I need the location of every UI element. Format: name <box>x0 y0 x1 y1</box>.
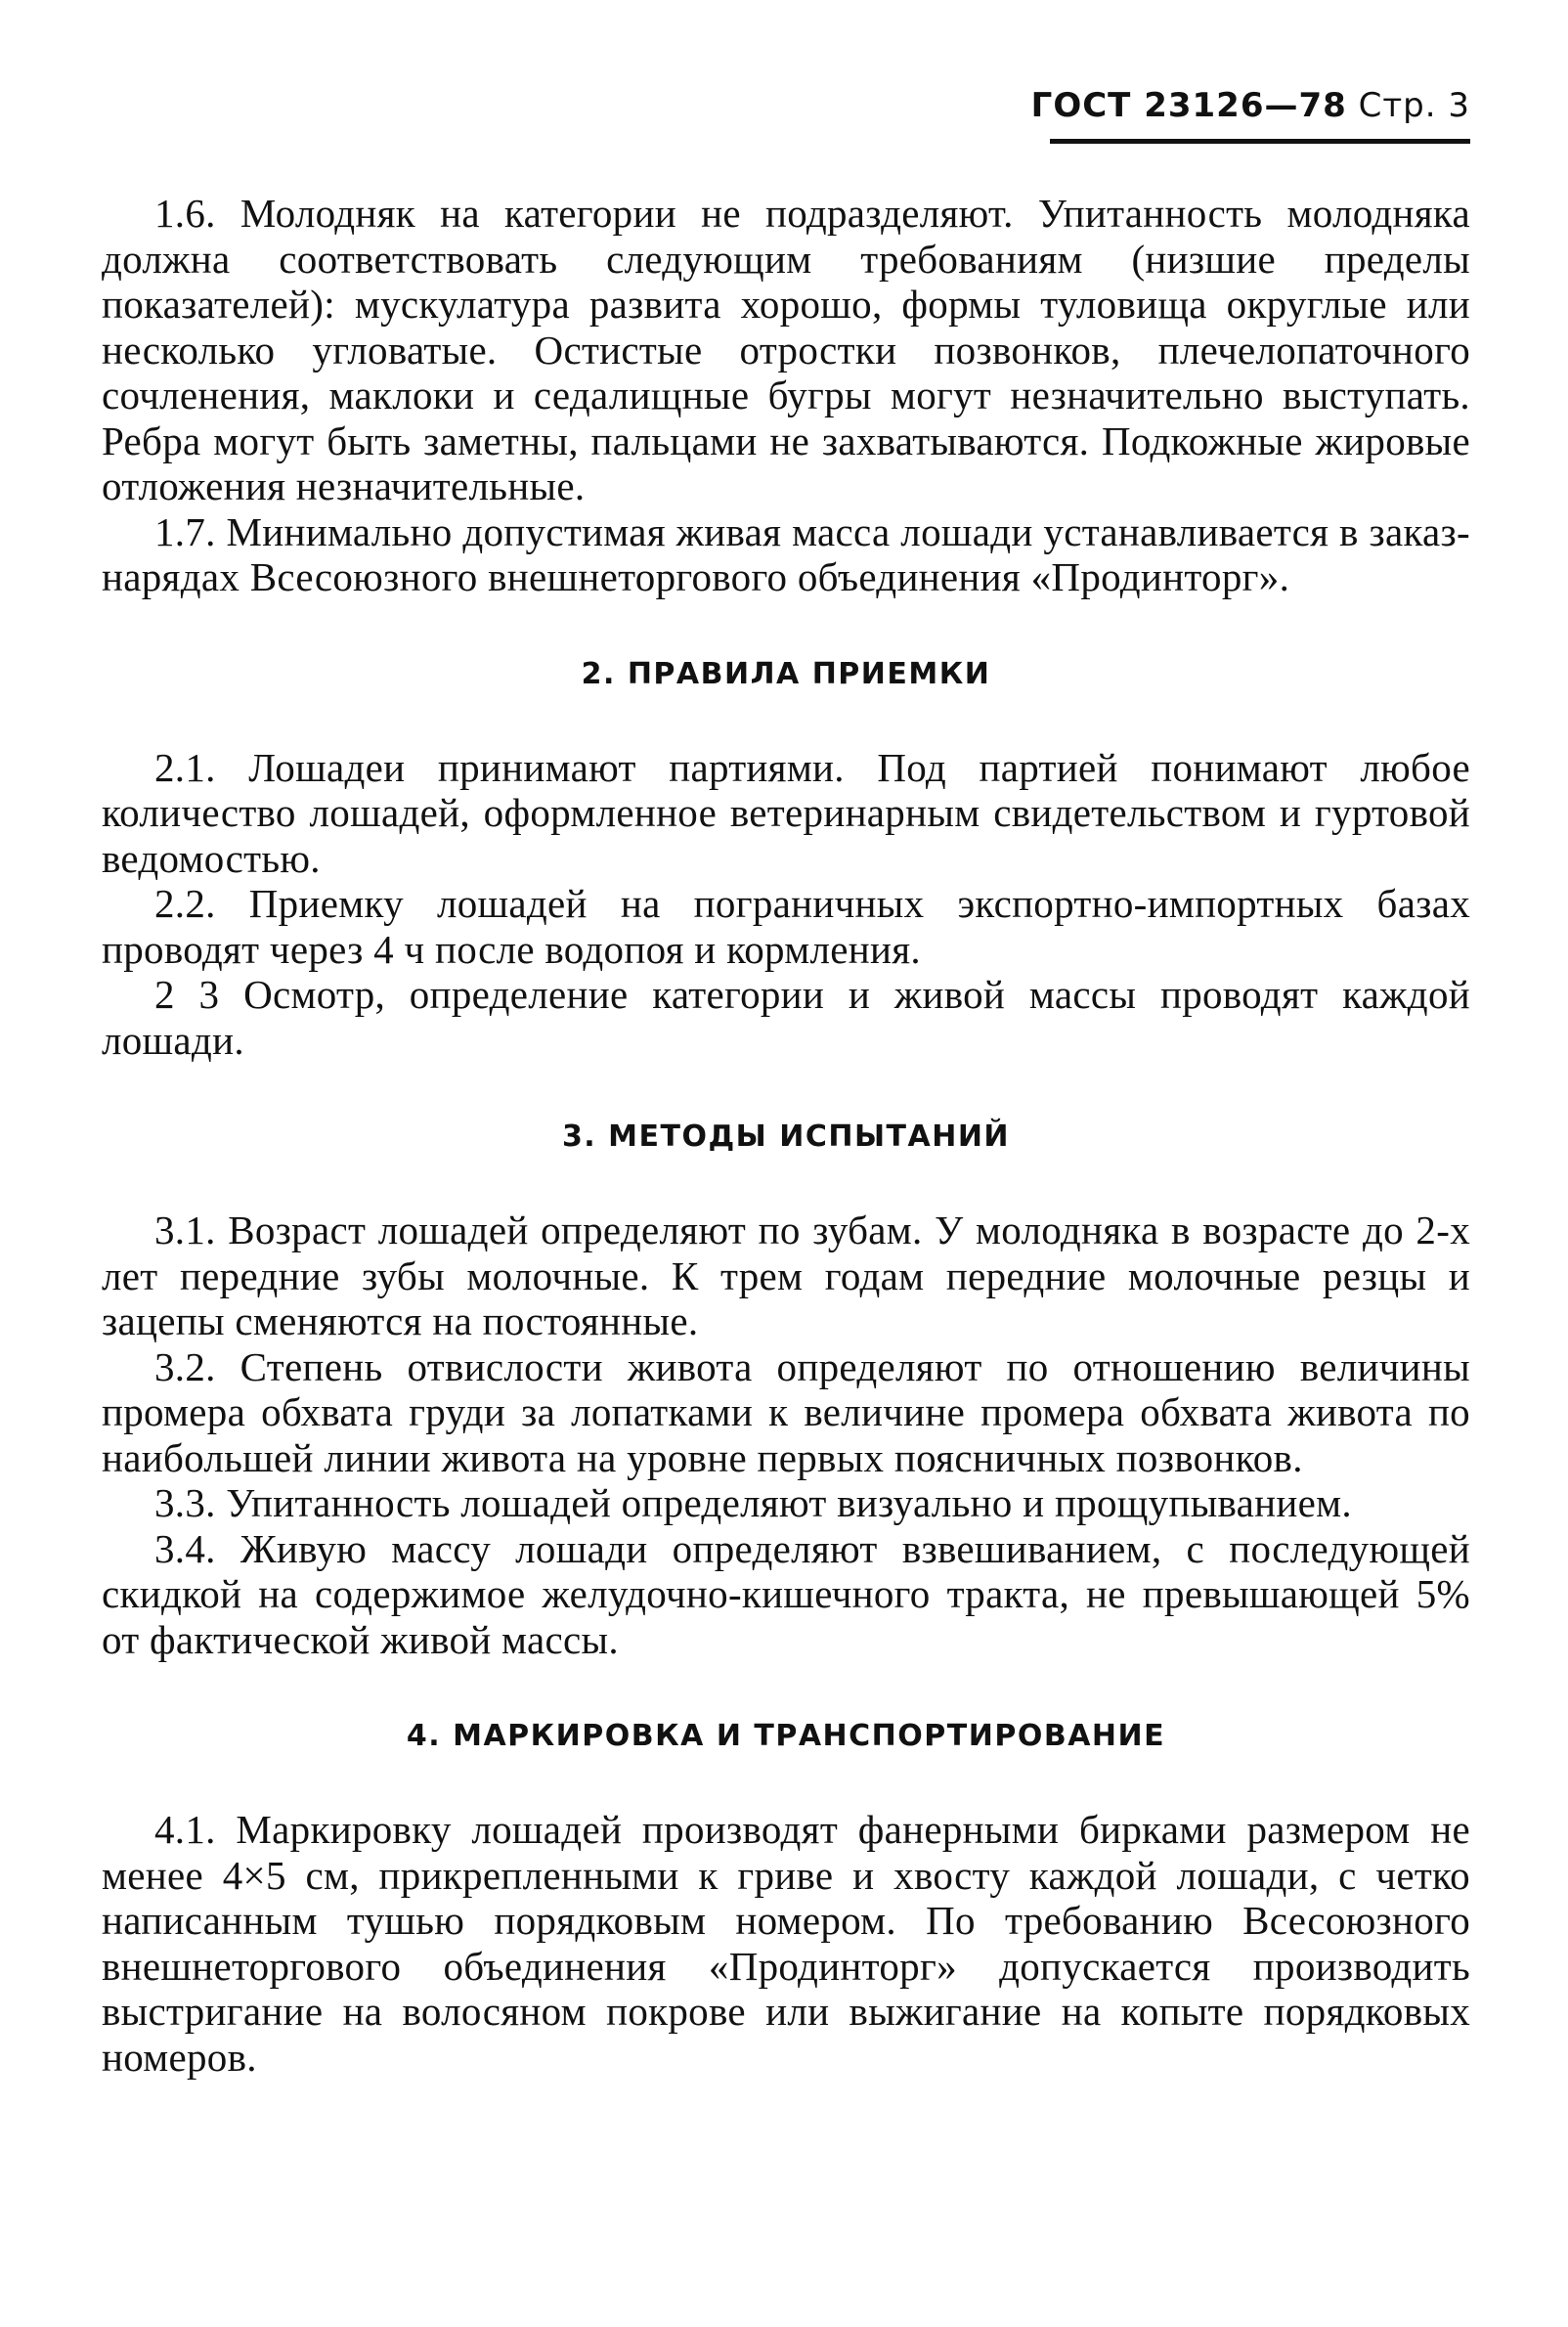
paragraph-3-4: 3.4. Живую массу лошади определяют взвешиванием, с последующей скидкой на содержимое желудочно-кишечного тракта, не превышающей 5% от фактической живой массы. <box>102 1525 1470 1662</box>
paragraph-2-2: 2.2. Приемку лошадей на пограничных экспортно-импортных базах проводят через 4 ч после водопоя и кормления. <box>102 881 1470 972</box>
header-rule <box>1050 139 1470 144</box>
paragraph-3-1: 3.1. Возраст лошадей определяют по зубам. У молодняка в возрасте до 2-х лет передние зубы молочные. К трем годам передние молочные резцы и зацепы сменяются на постоянные. <box>102 1207 1470 1343</box>
gost-number: ГОСТ 23126—78 <box>1030 86 1347 125</box>
paragraph-3-2: 3.2. Степень отвислости живота определяют по отношению величины промера обхвата груди за лопатками к величине промера обхвата живота по наибольшей линии живота на уровне первых поясничных позвонков. <box>102 1343 1470 1480</box>
document-body <box>102 191 1470 2080</box>
running-header <box>1031 86 1470 125</box>
page-number: Стр. 3 <box>1358 86 1470 125</box>
section-title-marking-transport: 4. МАРКИРОВКА И ТРАНСПОРТИРОВАНИЕ <box>406 1719 1166 1753</box>
paragraph-1-7: 1.7. Минимально допустимая живая масса лошади устанавливается в заказ-нарядах Всесоюзного внешнеторгового объединения «Продинторг». <box>102 508 1470 599</box>
paragraph-2-1: 2.1. Лошадеи принимают партиями. Под партией понимают любое количество лошадей, оформленное ветеринарным свидетельством и гуртовой ведомостью. <box>102 744 1470 881</box>
section-title-acceptance-rules: 2. ПРАВИЛА ПРИЕМКИ <box>581 656 991 691</box>
paragraph-4-1: 4.1. Маркировку лошадей производят фанерными бирками размером не менее 4×5 см, прикрепленными к гриве и хвосту каждой лошади, с четко написанным тушью порядковым номером. По требованию Всесоюзного внешнеторгового объединения «Продинторг» допускается производить выстригание на волосяном покрове или выжигание на копыте порядковых номеров. <box>102 1807 1470 2080</box>
paragraph-1-6: 1.6. Молодняк на категории не подразделяют. Упитанность молодняка должна соответствовать следующим требованиям (низшие пределы показателей): мускулатура развита хорошо, формы туловища округлые или несколько угловатые. Остистые отростки позвонков, плечелопаточного сочленения, маклоки и седалищные бугры могут незначительно выступать. Ребра могут быть заметны, пальцами не захватываются. Подкожные жировые отложения незначительные. <box>102 191 1470 508</box>
paragraph-2-3: 2 3 Осмотр, определение категории и живой массы проводят каждой лошади. <box>102 972 1470 1063</box>
paragraph-3-3: 3.3. Упитанность лошадей определяют визуально и прощупыванием. <box>154 1480 1352 1525</box>
section-title-test-methods: 3. МЕТОДЫ ИСПЫТАНИЙ <box>561 1120 1011 1154</box>
document-page <box>102 0 1470 2327</box>
